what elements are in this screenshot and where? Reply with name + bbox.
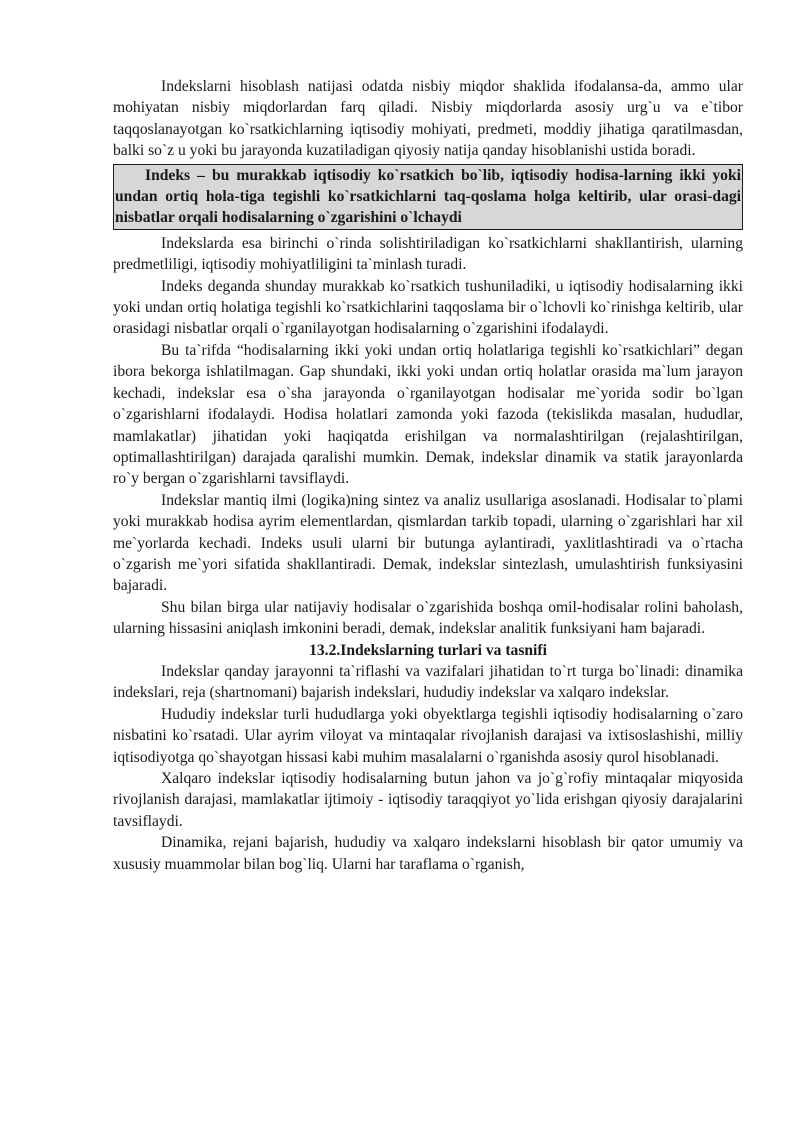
body-paragraph: Dinamika, rejani bajarish, hududiy va xalqaro indekslarni hisoblash bir qator umumiy va xususiy muammolar bilan bog`liq. Ularni har taraflama o`rganish, [113, 834, 743, 873]
intro-paragraph: Indekslarni hisoblash natijasi odatda nisbiy miqdor shaklida ifodalansa-da, ammo ular mohiyatan nisbiy miqdorlardan farq qiladi. Nisbiy miqdorlarda asosiy urg`u va e`tibor taqqoslanayotgan ko`rsatkichlarning iqtisodiy mohiyati, predmeti, moddiy jihatiga qaratilmasdan, balki so`z u yoki bu jarayonda kuzatiladigan qiyosiy natija qanday hisoblanishi ustida boradi. [113, 78, 743, 160]
definition-box: Indeks – bu murakkab iqtisodiy ko`rsatkich bo`lib, iqtisodiy hodisa-larning ikki yoki undan ortiq hola-tiga tegishli ko`rsatkichlarni taq-qoslama holga keltirib, ular orasi-dagi nisbatlar orqali hodisalarning o`zgarishini o`lchaydi [113, 164, 743, 230]
body-paragraph: Indekslarda esa birinchi o`rinda solishtiriladigan ko`rsatkichlarni shakllantirish, ularning predmetliligi, iqtisodiy mohiyatliligini ta`minlash turadi. [113, 234, 743, 274]
section-heading: 13.2.Indekslarning turlari va tasnifi [309, 641, 547, 659]
body-paragraph: Indekslar mantiq ilmi (logika)ning sintez va analiz usullariga asoslanadi. Hodisalar to`plami yoki murakkab hodisa ayrim elementlardan, qismlardan tarkib topadi, ularning o`zgarishlari har xil me`yorlarda kechadi. Indeks usuli ularni bir butunga aylantiradi, yaxlitlashtiradi va o`rtacha o`zgarish me`yori sifatida shakllantiradi. Demak, indekslar sintezlash, umulashtirish funksiyasini bajaradi. [113, 491, 743, 595]
body-paragraph: Xalqaro indekslar iqtisodiy hodisalarning butun jahon va jo`g`rofiy mintaqalar miqyosida rivojlanish darajasi, mamlakatlar ijtimoiy - iqtisodiy taraqqiyot yo`lida erishgan qiyosiy darajalarini tavsiflaydi. [113, 770, 743, 830]
body-paragraph: Shu bilan birga ular natijaviy hodisalar o`zgarishida boshqa omil-hodisalar rolini baholash, ularning hissasini aniqlash imkonini beradi, demak, indekslar analitik funksiyani ham bajaradi. [113, 598, 743, 638]
body-paragraph: Bu ta`rifda “hodisalarning ikki yoki undan ortiq holatlariga tegishli ko`rsatkichlari” degan ibora bekorga ishlatilmagan. Gap shundaki, ikki yoki undan ortiq holatlar orasida ma`lum jarayon kechadi, indekslar esa o`sha jarayonda o`rganilayotgan hodisalar me`yorida sodir bo`lgan o`zgarishlarni ifodalaydi. Hodisa holatlari zamonda yoki fazoda (tekislikda masalan, hududlar, mamlakatlar) jihatidan yoki haqiqatda erishilgan va normalashtirilgan (rejalashtirilgan, optimallashtirilgan) darajada qaralishi mumkin. Demak, indekslar dinamik va statik jarayonlarda ro`y bergan o`zgarishlarni tavsiflaydi. [113, 341, 743, 488]
document-page [113, 76, 743, 875]
body-paragraph: Indeks deganda shunday murakkab ko`rsatkich tushuniladiki, u iqtisodiy hodisalarning ikki yoki undan ortiq holatiga tegishli ko`rsatkichlarini taqqoslama bir o`lchovli ko`rinishga keltirib, ular orasidagi nisbatlar orqali o`rganilayotgan hodisalarning o`zgarishini ifodalaydi. [113, 277, 743, 338]
body-paragraph: Indekslar qanday jarayonni ta`riflashi va vazifalari jihatidan to`rt turga bo`linadi: dinamika indekslari, reja (shartnomani) bajarish indekslari, hududiy indekslar va xalqaro indekslar. [113, 662, 743, 702]
body-paragraph: Hududiy indekslar turli hududlarga yoki obyektlarga tegishli iqtisodiy hodisalarning o`zaro nisbatini ko`rsatadi. Ular ayrim viloyat va mintaqalar rivojlanish darajasi va ixtisoslashishi, milliy iqtisodiyotga qo`shayotgan hissasi kabi muhim masalalarni o`rganishda asosiy qurol hisoblanadi. [113, 705, 743, 766]
